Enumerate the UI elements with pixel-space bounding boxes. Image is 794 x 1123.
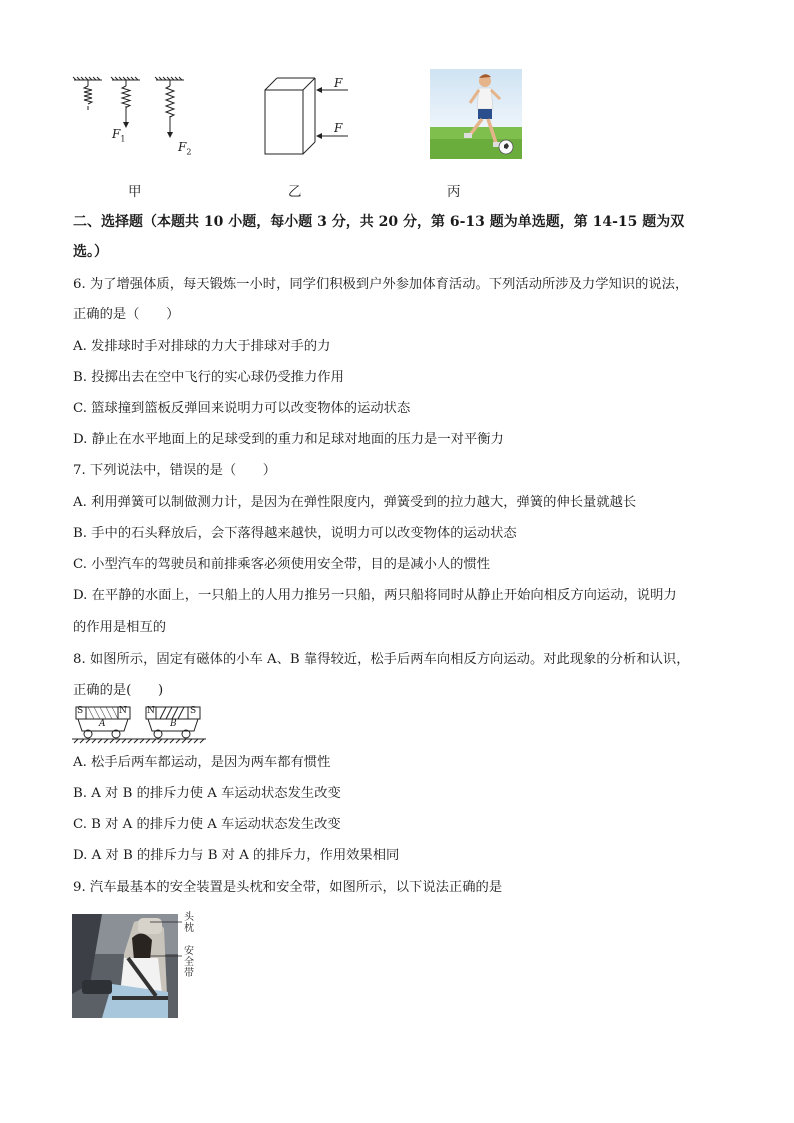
- q8-option-b: B. A 对 B 的排斥力使 A 车运动状态发生改变: [73, 786, 341, 801]
- figure-label-yi: 乙: [288, 184, 302, 200]
- cart-b-s-pole: S: [190, 706, 197, 716]
- q8-option-d: D. A 对 B 的排斥力与 B 对 A 的排斥力，作用效果相同: [73, 848, 400, 863]
- cart-b-label: B: [170, 719, 177, 729]
- force-bottom-label: F: [334, 121, 343, 135]
- f2-label: $F_2$: [178, 140, 192, 157]
- q8-option-c: C. B 对 A 的排斥力使 A 车运动状态发生改变: [73, 817, 341, 832]
- headrest-label: 头 枕: [184, 912, 194, 934]
- cart-a-n-pole: N: [119, 706, 127, 716]
- q9-leader-lines: [150, 914, 184, 974]
- q7-option-a: A. 利用弹簧可以制做测力计，是因为在弹性限度内，弹簧受到的拉力越大，弹簧的伸长量就越长: [73, 495, 637, 510]
- section-heading-line1: 二、选择题（本题共 10 小题，每小题 3 分，共 20 分，第 6-13 题为单选题，第 14-15 题为双: [73, 214, 685, 230]
- q7-option-c: C. 小型汽车的驾驶员和前排乘客必须使用安全带，目的是减小人的惯性: [73, 557, 491, 572]
- q6-option-c: C. 篮球撞到篮板反弹回来说明力可以改变物体的运动状态: [73, 401, 411, 416]
- q6-option-d: D. 静止在水平地面上的足球受到的重力和足球对地面的压力是一对平衡力: [73, 432, 504, 447]
- q8-stem-line2: 正确的是( ): [73, 683, 164, 698]
- magnet-carts-figure: [72, 705, 206, 745]
- q8-stem-line1: 8. 如图所示，固定有磁体的小车 A、B 靠得较近，松手后两车向相反方向运动。对此现象的分析和认识，: [73, 652, 690, 667]
- q8-option-a: A. 松手后两车都运动，是因为两车都有惯性: [73, 755, 331, 770]
- q6-option-a: A. 发排球时手对排球的力大于排球对手的力: [73, 339, 331, 354]
- q6-stem-line1: 6. 为了增强体质，每天锻炼一小时，同学们积极到户外参加体育活动。下列活动所涉及力学知识的说法，: [73, 277, 689, 292]
- cart-b-n-pole: N: [147, 706, 155, 716]
- q7-option-d-line1: D. 在平静的水面上，一只船上的人用力推另一只船，两只船将同时从静止开始向相反方向运动，说明力: [73, 588, 677, 603]
- q7-stem: 7. 下列说法中，错误的是（ ）: [73, 463, 277, 478]
- cart-a-s-pole: S: [77, 706, 84, 716]
- cart-a-label: A: [99, 719, 106, 729]
- seatbelt-label: 安 全 带: [184, 946, 194, 979]
- figure-label-bing: 丙: [447, 184, 461, 200]
- q6-stem-line2: 正确的是（ ）: [73, 307, 180, 322]
- force-top-label: F: [334, 76, 343, 90]
- q7-option-d-line2: 的作用是相互的: [73, 620, 167, 635]
- f1-label: $F_1$: [112, 127, 126, 144]
- q7-option-b: B. 手中的石头释放后，会下落得越来越快，说明力可以改变物体的运动状态: [73, 526, 517, 541]
- q9-stem: 9. 汽车最基本的安全装置是头枕和安全带，如图所示，以下说法正确的是: [73, 880, 503, 895]
- soccer-kick-photo: [430, 69, 522, 159]
- figure-label-jia: 甲: [128, 184, 142, 200]
- section-heading-line2: 选。）: [73, 244, 108, 260]
- q6-option-b: B. 投掷出去在空中飞行的实心球仍受推力作用: [73, 370, 344, 385]
